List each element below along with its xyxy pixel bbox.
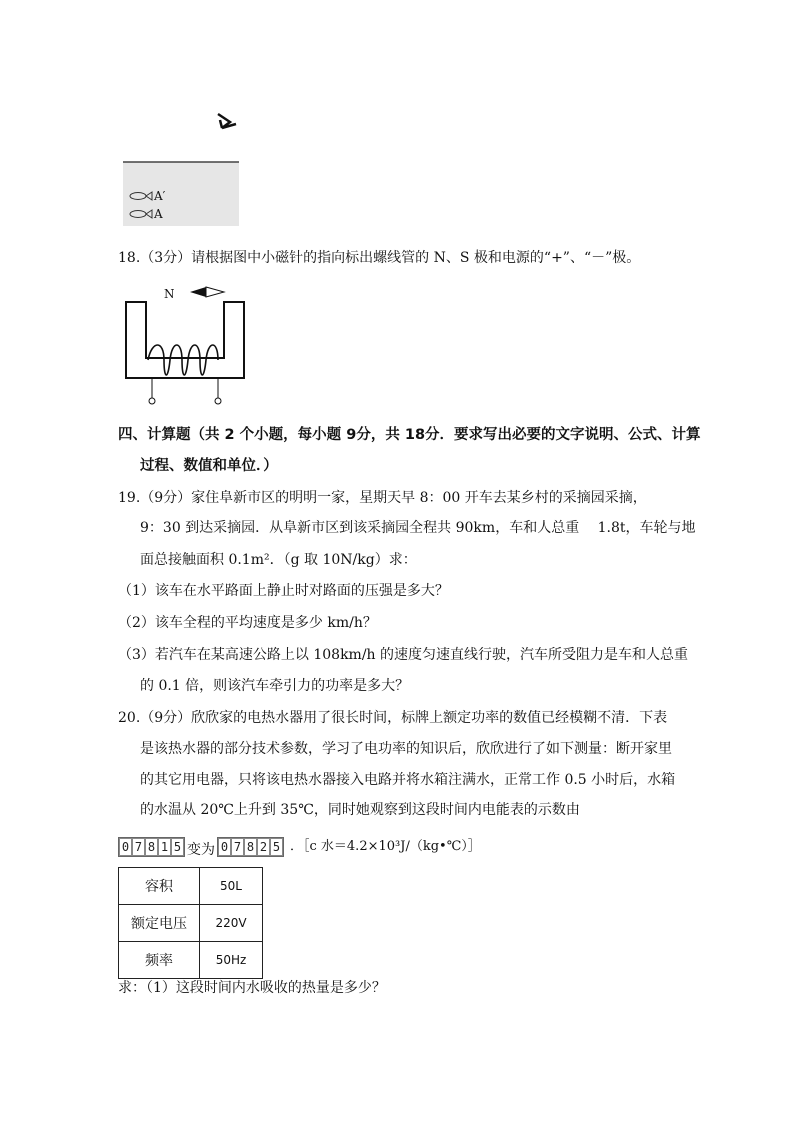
q19-sub2: （2）该车全程的平均速度是多少 km/h？ [118, 615, 377, 631]
q19-line1: 19.（9分）家住阜新市区的明明一家，星期天早 8：00 开车去某乡村的采摘园采摘， [118, 490, 647, 506]
needle-label: N [164, 287, 175, 301]
meter-digit: 5 [171, 838, 184, 856]
q19-line2: 9：30 到达采摘园．从阜新市区到该采摘园全程共 90km，车和人总重 1.8t，车轮与地 [140, 520, 696, 536]
meter-digit: 1 [158, 838, 171, 856]
spec-table [118, 867, 263, 979]
q19-line3: 面总接触面积 0.1m²．（g 取 10N/kg）求： [140, 552, 417, 568]
table-row [119, 905, 263, 942]
meter-digit: 7 [132, 838, 145, 856]
solenoid-drawing [118, 280, 258, 410]
table-cell-value: 50Hz [200, 942, 263, 979]
label-a-prime: A′ [154, 189, 166, 203]
section-heading-line1: 四、计算题（共 2 个小题，每小题 9分，共 18分．要求写出必要的文字说明、公式、计算 [118, 427, 701, 443]
meter-digit: 7 [231, 838, 244, 856]
meter-reading-to [217, 837, 284, 857]
q20-line3: 的其它用电器，只将该电热水器接入电路并将水箱注满水，正常工作 0.5 小时后，水箱 [140, 772, 676, 788]
meter-reading-from [118, 837, 185, 857]
meter-digit: 2 [257, 838, 270, 856]
table-cell-value: 220V [200, 905, 263, 942]
table-row [119, 868, 263, 905]
terminal-left [149, 398, 155, 404]
meter-digit: 5 [270, 838, 283, 856]
table-cell-key: 容积 [119, 868, 200, 905]
q20-line4: 的水温从 20℃上升到 35℃，同时她观察到这段时间内电能表的示数由 [140, 802, 580, 818]
q20-line1: 20.（9分）欣欣家的电热水器用了很长时间，标牌上额定功率的数值已经模糊不清．下表 [118, 710, 668, 726]
meter-digit: 8 [244, 838, 257, 856]
q19-sub3a: （3）若汽车在某高速公路上以 108km/h 的速度匀速直线行驶，汽车所受阻力是车和人总重 [118, 647, 689, 663]
terminal-right [215, 398, 221, 404]
label-a: A [154, 207, 163, 221]
meter-row [118, 834, 481, 860]
meter-digit: 0 [218, 838, 231, 856]
section-heading-line2: 过程、数值和单位．） [140, 458, 278, 474]
q19-sub3b: 的 0.1 倍，则该汽车牵引力的功率是多大？ [140, 678, 410, 694]
q20-line2: 是该热水器的部分技术参数，学习了电功率的知识后，欣欣进行了如下测量：断开家里 [140, 741, 672, 757]
q20-ask1: 求：（1）这段时间内水吸收的热量是多少？ [118, 980, 386, 996]
figure-17 [118, 100, 248, 230]
q19-sub1: （1）该车在水平路面上静止时对路面的压强是多大？ [118, 583, 449, 599]
formula: ．［c 水＝4.2×10³J/（kg•℃）］ [290, 839, 481, 854]
table-cell-key: 频率 [119, 942, 200, 979]
figure-17-drawing [118, 100, 248, 230]
compass-needle-south [206, 287, 224, 297]
table-row [119, 942, 263, 979]
table-cell-value: 50L [200, 868, 263, 905]
table-cell-key: 额定电压 [119, 905, 200, 942]
solenoid-figure [118, 280, 258, 410]
question-18: 18.（3分）请根据图中小磁针的指向标出螺线管的 N、S 极和电源的“+”、“－”极。 [118, 250, 641, 266]
change-text: 变为 [187, 842, 215, 858]
compass-needle-north [190, 287, 206, 297]
meter-digit: 0 [119, 838, 132, 856]
meter-digit: 8 [145, 838, 158, 856]
